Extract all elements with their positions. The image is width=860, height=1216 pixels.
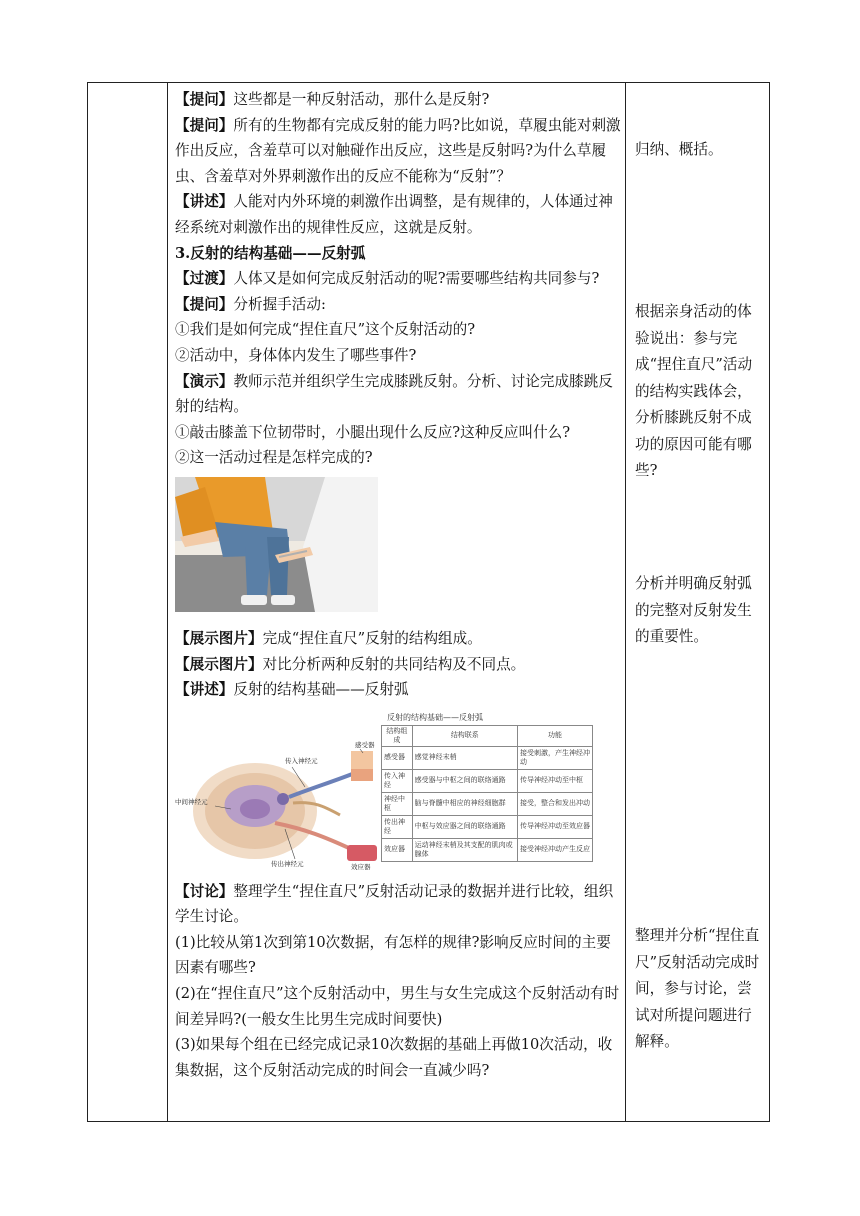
list-item: ②这一活动过程是怎样完成的? bbox=[175, 449, 373, 467]
table-row bbox=[382, 746, 593, 769]
section-heading: 3.反射的结构基础——反射弧 bbox=[175, 244, 366, 262]
label-effector: 效应器 bbox=[351, 862, 371, 871]
paragraph-discussion: 【讨论】整理学生“捏住直尺”反射活动记录的数据并进行比较，组织学生讨论。 bbox=[175, 882, 614, 926]
table-row bbox=[382, 769, 593, 792]
paragraph-explain-2: 【讲述】反射的结构基础——反射弧 bbox=[175, 681, 409, 699]
student-note-2: 根据亲身活动的体验说出：参与完成“捏住直尺”活动的结构实践体会，分析膝跳反射不成功的原因可能有哪些? bbox=[635, 303, 753, 479]
label-efferent: 传出神经元 bbox=[271, 859, 304, 868]
list-item: ①我们是如何完成“捏住直尺”这个反射活动的? bbox=[175, 321, 476, 339]
table-cell: 传导神经冲动至效应器 bbox=[517, 815, 592, 838]
label-interneuron: 中间神经元 bbox=[175, 797, 208, 806]
list-item: (1)比较从第1次到第10次数据，有怎样的规律?影响反应时间的主要因素有哪些? bbox=[175, 933, 611, 977]
paragraph-transition: 【过渡】人体又是如何完成反射活动的呢?需要哪些结构共同参与? bbox=[175, 270, 600, 288]
table-cell: 传出神经 bbox=[382, 815, 413, 838]
paragraph-show-image-2: 【展示图片】对比分析两种反射的共同结构及不同点。 bbox=[175, 655, 526, 673]
teacher-activity-column bbox=[175, 87, 621, 1083]
table-cell: 感受器 bbox=[382, 746, 413, 769]
paragraph-show-image-1: 【展示图片】完成“捏住直尺”反射的结构组成。 bbox=[175, 629, 482, 647]
table-cell: 接受刺激，产生神经冲动 bbox=[517, 746, 592, 769]
student-note-4: 整理并分析“捏住直尺”反射活动完成时间，参与讨论，尝试对所提问题进行解释。 bbox=[635, 927, 760, 1050]
table-row bbox=[382, 792, 593, 815]
label-receptor: 感受器 bbox=[355, 740, 375, 749]
table-row bbox=[382, 838, 593, 861]
list-item: ①敲击膝盖下位韧带时，小腿出现什么反应?这种反应叫什么? bbox=[175, 423, 571, 441]
table-cell: 神经中枢 bbox=[382, 792, 413, 815]
table-header-cell: 结构联系 bbox=[412, 725, 517, 746]
table-cell: 接受，整合和发出冲动 bbox=[517, 792, 592, 815]
list-item: (3)如果每个组在已经完成记录10次数据的基础上再做10次活动，收集数据，这个反射活动完成的时间会一直减少吗? bbox=[175, 1036, 613, 1079]
reflex-arc-diagram bbox=[175, 711, 599, 873]
table-header-cell: 结构组成 bbox=[382, 725, 413, 746]
table-cell: 效应器 bbox=[382, 838, 413, 861]
column-divider-left bbox=[167, 83, 168, 1121]
table-cell: 传导神经冲动至中枢 bbox=[517, 769, 592, 792]
table-cell: 中枢与效应器之间的联络通路 bbox=[412, 815, 517, 838]
table-row bbox=[382, 815, 593, 838]
paragraph-question-2: 【提问】所有的生物都有完成反射的能力吗?比如说，草履虫能对刺激作出反应，含羞草可以对触碰作出反应，这些是反射吗?为什么草履虫、含羞草对外界刺激作出的反应不能称为“反射”？ bbox=[175, 116, 621, 185]
label-afferent: 传入神经元 bbox=[285, 756, 318, 765]
reflex-arc-table bbox=[381, 711, 599, 862]
column-divider-right bbox=[625, 83, 626, 1121]
student-note-3: 分析并明确反射弧的完整对反射发生的重要性。 bbox=[635, 575, 752, 645]
paragraph-explain-1: 【讲述】人能对内外环境的刺激作出调整，是有规律的，人体通过神经系统对刺激作出的规律性反应，这就是反射。 bbox=[175, 193, 613, 236]
table-cell: 接受神经冲动产生反应 bbox=[517, 838, 592, 861]
table-cell: 传入神经 bbox=[382, 769, 413, 792]
table-cell: 感觉神经末梢 bbox=[412, 746, 517, 769]
table-cell: 脑与脊髓中相应的神经细胞群 bbox=[412, 792, 517, 815]
lesson-table bbox=[87, 82, 770, 1122]
table-header-row bbox=[382, 725, 593, 746]
table-cell: 运动神经末梢及其支配的肌肉或腺体 bbox=[412, 838, 517, 861]
list-item: ②活动中，身体体内发生了哪些事件? bbox=[175, 346, 417, 364]
knee-jerk-photo bbox=[175, 477, 378, 612]
reflex-arc-table-title: 反射的结构基础——反射弧 bbox=[387, 712, 483, 722]
student-note-1: 归纳、概括。 bbox=[635, 141, 723, 158]
spinal-cord-illustration bbox=[175, 711, 381, 873]
paragraph-demo: 【演示】教师示范并组织学生完成膝跳反射。分析、讨论完成膝跳反射的结构。 bbox=[175, 372, 613, 416]
paragraph-question-3: 【提问】分析握手活动: bbox=[175, 295, 326, 313]
table-header-cell: 功能 bbox=[517, 725, 592, 746]
list-item: (2)在“捏住直尺”这个反射活动中，男生与女生完成这个反射活动有时间差异吗?(一般女生比男生完成时间要快) bbox=[175, 985, 620, 1028]
paragraph-question-1: 【提问】这些都是一种反射活动，那什么是反射? bbox=[175, 91, 490, 108]
table-cell: 感受器与中枢之间的联络通路 bbox=[412, 769, 517, 792]
